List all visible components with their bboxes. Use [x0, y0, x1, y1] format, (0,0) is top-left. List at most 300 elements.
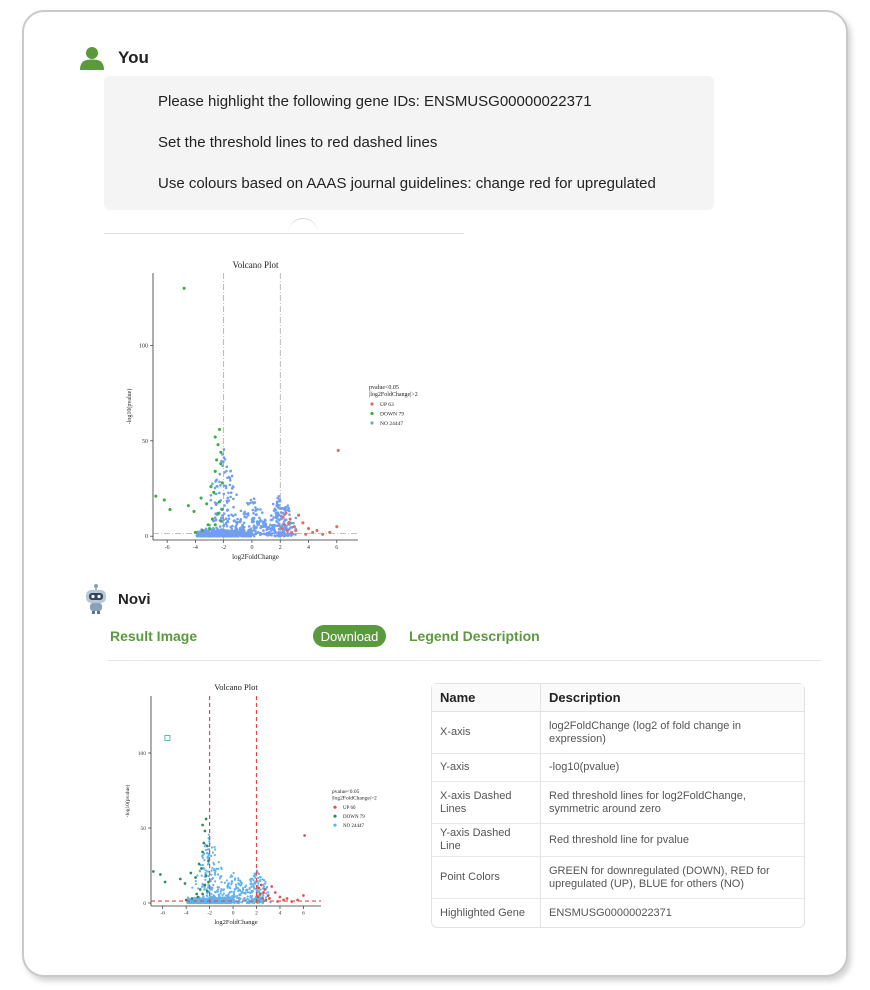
data-point-no: [216, 479, 219, 482]
data-point-no: [210, 499, 213, 502]
data-point-up: [297, 514, 300, 517]
data-point-no: [230, 883, 232, 885]
data-point-no: [219, 877, 221, 879]
data-point-no: [276, 501, 279, 504]
data-point-no: [261, 511, 264, 514]
data-point-down: [187, 504, 190, 507]
data-point-no: [218, 894, 220, 896]
data-point-no: [231, 525, 234, 528]
data-point-no: [204, 902, 206, 904]
data-point-no: [203, 859, 205, 861]
y-tick-label: 50: [140, 825, 146, 832]
data-point-no: [211, 483, 214, 486]
data-point-no: [214, 848, 216, 850]
x-tick-label: -6: [160, 910, 166, 917]
data-point-no: [259, 519, 262, 522]
data-point-no: [216, 485, 219, 488]
data-point-no: [219, 473, 222, 476]
data-point-no: [214, 880, 216, 882]
data-point-no: [228, 517, 231, 520]
data-point-down: [201, 893, 204, 896]
data-point-no: [231, 901, 233, 903]
data-point-down: [215, 458, 218, 461]
data-point-no: [236, 518, 239, 521]
data-point-up: [261, 897, 264, 900]
data-point-no: [235, 493, 238, 496]
data-point-no: [229, 496, 232, 499]
data-point-no: [256, 889, 258, 891]
data-point-up: [284, 512, 287, 515]
data-point-no: [207, 863, 209, 865]
data-point-no: [232, 515, 235, 518]
data-point-down: [202, 842, 205, 845]
row-description: Red threshold lines for log2FoldChange, symmetric around zero: [541, 782, 804, 824]
table-row: [432, 712, 804, 754]
data-point-no: [287, 504, 290, 507]
y-axis-label: -log10(pvalue): [125, 784, 131, 818]
data-point-no: [220, 881, 222, 883]
data-point-no: [219, 484, 222, 487]
data-point-no: [213, 531, 216, 534]
data-point-no: [226, 476, 229, 479]
row-name: Point Colors: [432, 857, 541, 899]
data-point-no: [229, 479, 232, 482]
data-point-no: [248, 535, 251, 538]
data-point-no: [226, 509, 229, 512]
data-point-down: [218, 500, 221, 503]
data-point-up: [335, 525, 338, 528]
data-point-no: [210, 494, 213, 497]
x-tick-label: 2: [255, 910, 258, 917]
data-point-no: [251, 518, 254, 521]
data-point-no: [220, 867, 222, 869]
table-row: [432, 754, 804, 782]
data-point-no: [239, 880, 241, 882]
data-point-no: [257, 882, 259, 884]
message-line: Please highlight the following gene IDs: ENSMUSG00000022371: [158, 93, 592, 110]
data-point-no: [214, 872, 216, 874]
data-point-no: [285, 534, 288, 537]
data-point-no: [252, 883, 254, 885]
data-point-no: [214, 868, 216, 870]
data-point-no: [244, 886, 246, 888]
data-point-no: [266, 534, 269, 537]
x-tick-label: -2: [221, 545, 227, 551]
data-point-no: [197, 887, 199, 889]
data-point-no: [226, 879, 228, 881]
table-header-row: [432, 684, 804, 712]
data-point-down: [205, 818, 208, 821]
chart-title: Volcano Plot: [214, 682, 258, 692]
x-tick-label: 0: [250, 545, 254, 551]
data-point-no: [233, 890, 235, 892]
data-point-no: [213, 863, 215, 865]
data-point-no: [227, 499, 230, 502]
data-point-no: [234, 879, 236, 881]
data-point-no: [229, 891, 231, 893]
data-point-no: [223, 512, 226, 515]
data-point-no: [241, 525, 244, 528]
message-line: Set the threshold lines to red dashed lines: [158, 134, 438, 151]
data-point-no: [232, 498, 235, 501]
data-point-no: [218, 900, 220, 902]
data-point-no: [217, 528, 220, 531]
data-point-no: [233, 894, 235, 896]
data-point-no: [251, 521, 254, 524]
data-point-down: [195, 893, 198, 896]
data-point-down: [197, 896, 200, 899]
row-name: Y-axis Dashed Line: [432, 824, 541, 857]
data-point-no: [226, 465, 229, 468]
data-point-no: [252, 509, 255, 512]
data-point-no: [295, 517, 298, 520]
input-volcano-plot: [127, 255, 450, 565]
data-point-no: [259, 876, 261, 878]
table-row: [432, 782, 804, 824]
data-point-up: [263, 888, 266, 891]
data-point-no: [239, 894, 241, 896]
data-point-no: [269, 527, 272, 530]
data-point-no: [231, 880, 233, 882]
legend-swatch: [333, 815, 336, 818]
data-point-no: [211, 846, 213, 848]
data-point-no: [210, 507, 213, 510]
data-point-no: [274, 509, 277, 512]
data-point-no: [214, 854, 216, 856]
legend-entry: NO 24447: [380, 421, 404, 427]
row-name: Y-axis: [432, 754, 541, 782]
data-point-no: [270, 519, 273, 522]
data-point-no: [240, 518, 243, 521]
data-point-no: [217, 535, 220, 538]
data-point-no: [263, 879, 265, 881]
divider: [108, 660, 822, 661]
data-point-no: [252, 879, 254, 881]
x-tick-label: -6: [164, 545, 170, 551]
data-point-no: [199, 870, 201, 872]
data-point-down: [214, 435, 217, 438]
row-description: -log10(pvalue): [541, 754, 804, 782]
data-point-down: [219, 519, 222, 522]
legend-entry: DOWN 79: [380, 411, 404, 418]
robot-avatar-icon: [82, 584, 110, 614]
data-point-down: [214, 523, 217, 526]
data-point-no: [207, 887, 209, 889]
data-point-no: [277, 506, 280, 509]
data-point-no: [237, 877, 239, 879]
data-point-no: [210, 855, 212, 857]
data-point-no: [202, 864, 204, 866]
x-tick-label: 6: [335, 545, 339, 551]
data-point-no: [230, 491, 233, 494]
data-point-down: [218, 428, 221, 431]
data-point-no: [212, 884, 214, 886]
data-point-no: [205, 870, 207, 872]
row-name: X-axis Dashed Lines: [432, 782, 541, 824]
data-point-no: [241, 882, 243, 884]
x-tick-label: -4: [183, 910, 189, 917]
data-point-no: [252, 512, 255, 515]
data-point-no: [250, 892, 252, 894]
data-point-no: [257, 523, 260, 526]
data-point-down: [205, 875, 208, 878]
data-point-no: [259, 508, 262, 511]
data-point-no: [224, 882, 226, 884]
data-point-no: [210, 869, 212, 871]
data-point-no: [230, 899, 232, 901]
legend-entry: UP 60: [343, 806, 356, 811]
data-point-down: [191, 897, 194, 900]
data-point-no: [243, 530, 246, 533]
data-point-down: [168, 508, 171, 511]
data-point-no: [220, 888, 222, 890]
data-point-no: [221, 517, 224, 520]
y-tick-label: 100: [137, 750, 146, 757]
data-point-no: [226, 497, 229, 500]
data-point-no: [227, 887, 229, 889]
data-point-no: [231, 487, 234, 490]
data-point-no: [192, 902, 194, 904]
data-point-no: [210, 896, 212, 898]
data-point-no: [259, 880, 261, 882]
data-point-no: [211, 887, 213, 889]
x-tick-label: 0: [231, 910, 235, 917]
data-point-down: [208, 527, 211, 530]
y-tick-label: 0: [143, 900, 146, 907]
data-point-no: [219, 875, 221, 877]
data-point-no: [212, 527, 215, 530]
legend-entry: UP 63: [380, 402, 394, 408]
user-message: [104, 76, 714, 210]
data-point-no: [220, 890, 222, 892]
user-name: You: [118, 48, 149, 67]
legend-title: pvalue<0.05: [369, 385, 399, 391]
data-point-up: [337, 449, 340, 452]
data-point-no: [288, 510, 291, 513]
legend-swatch: [333, 806, 336, 809]
data-point-no: [244, 893, 246, 895]
data-point-down: [219, 451, 222, 454]
data-point-no: [237, 882, 239, 884]
data-point-no: [227, 895, 229, 897]
data-point-no: [271, 524, 274, 527]
data-point-up: [267, 894, 270, 897]
data-point-no: [249, 530, 252, 533]
data-point-up: [301, 521, 304, 524]
legend-swatch: [370, 402, 373, 405]
data-point-no: [248, 887, 250, 889]
column-header-description: Description: [541, 684, 804, 712]
data-point-no: [227, 514, 230, 517]
legend-description-table: [431, 683, 805, 928]
data-point-no: [254, 876, 256, 878]
data-point-no: [240, 510, 243, 513]
data-point-no: [202, 902, 204, 904]
data-point-no: [193, 897, 195, 899]
y-tick-label: 100: [139, 343, 148, 350]
data-point-no: [254, 506, 257, 509]
data-point-no: [246, 890, 248, 892]
column-header-name: Name: [432, 684, 541, 712]
data-point-no: [202, 857, 204, 859]
result-volcano-plot: [125, 678, 405, 940]
data-point-up: [259, 893, 262, 896]
data-point-no: [206, 852, 208, 854]
data-point-down: [204, 884, 207, 887]
data-point-no: [203, 889, 205, 891]
data-point-no: [233, 872, 235, 874]
data-point-no: [234, 888, 236, 890]
data-point-no: [212, 851, 214, 853]
data-point-no: [202, 895, 204, 897]
x-tick-label: -2: [207, 910, 212, 917]
data-point-no: [272, 503, 275, 506]
data-point-no: [238, 902, 240, 904]
data-point-no: [217, 897, 219, 899]
data-point-no: [189, 902, 191, 904]
data-point-no: [238, 888, 240, 890]
data-point-no: [273, 529, 276, 532]
data-point-down: [154, 495, 157, 498]
data-point-down: [206, 845, 209, 848]
highlighted-gene-marker: [165, 736, 170, 741]
data-point-up: [315, 529, 318, 532]
data-point-no: [250, 499, 253, 502]
row-description: log2FoldChange (log2 of fold change in expression): [541, 712, 804, 754]
y-tick-label: 0: [145, 534, 148, 541]
data-point-down: [201, 529, 204, 532]
data-point-no: [205, 849, 207, 851]
data-point-no: [265, 892, 267, 894]
data-point-no: [241, 892, 243, 894]
data-point-no: [250, 895, 252, 897]
x-tick-label: 4: [307, 545, 311, 551]
data-point-no: [229, 886, 231, 888]
data-point-no: [262, 902, 264, 904]
data-point-no: [191, 887, 193, 889]
data-point-no: [237, 897, 239, 899]
data-point-no: [252, 502, 255, 505]
bot-name: Novi: [118, 590, 151, 608]
data-point-no: [200, 902, 202, 904]
data-point-up: [260, 884, 263, 887]
data-point-no: [253, 535, 256, 538]
data-point-no: [209, 534, 212, 537]
data-point-no: [205, 527, 208, 530]
data-point-no: [266, 886, 268, 888]
data-point-no: [217, 891, 219, 893]
data-point-no: [246, 898, 248, 900]
data-point-no: [208, 840, 210, 842]
data-point-no: [286, 532, 289, 535]
divider: [104, 233, 464, 234]
data-point-no: [261, 520, 264, 523]
data-point-down: [192, 510, 195, 513]
data-point-no: [258, 517, 261, 520]
data-point-up: [258, 887, 261, 890]
data-point-no: [231, 529, 234, 532]
data-point-no: [225, 517, 228, 520]
data-point-no: [201, 886, 203, 888]
data-point-no: [211, 878, 213, 880]
data-point-no: [260, 525, 263, 528]
data-point-up: [256, 896, 259, 899]
data-point-no: [290, 522, 293, 525]
data-point-no: [239, 898, 241, 900]
data-point-no: [255, 513, 258, 516]
data-point-up: [307, 527, 310, 530]
data-point-no: [215, 527, 218, 530]
data-point-no: [235, 884, 237, 886]
data-point-no: [204, 845, 206, 847]
data-point-no: [218, 861, 220, 863]
data-point-no: [265, 523, 268, 526]
legend-swatch: [370, 412, 373, 415]
data-point-no: [197, 898, 199, 900]
x-tick-label: 2: [278, 545, 282, 551]
data-point-no: [201, 875, 203, 877]
data-point-no: [248, 525, 251, 528]
data-point-down: [207, 523, 210, 526]
data-point-no: [225, 522, 228, 525]
data-point-up: [286, 529, 289, 532]
data-point-no: [214, 516, 217, 519]
data-point-no: [225, 902, 227, 904]
legend-title: |log2FoldChange|>2: [332, 795, 377, 802]
message-line: Use colours based on AAAS journal guidelines: change red for upregulated: [158, 175, 656, 192]
user-avatar-icon: [80, 46, 104, 70]
data-point-up: [303, 834, 306, 837]
row-description: GREEN for downregulated (DOWN), RED for upregulated (UP), BLUE for others (NO): [541, 857, 804, 899]
data-point-no: [240, 884, 242, 886]
data-point-no: [220, 892, 222, 894]
data-point-no: [241, 534, 244, 537]
data-point-down: [216, 443, 219, 446]
data-point-down: [179, 878, 182, 881]
x-axis-label: log2FoldChange: [232, 553, 279, 561]
data-point-down: [163, 498, 166, 501]
y-axis-label: -log10(pvalue): [127, 388, 133, 425]
data-point-no: [262, 523, 265, 526]
data-point-no: [284, 519, 287, 522]
data-point-no: [242, 887, 244, 889]
data-point-no: [239, 528, 242, 531]
data-point-down: [204, 830, 207, 833]
data-point-no: [207, 871, 209, 873]
legend-entry: DOWN 79: [343, 815, 365, 820]
data-point-no: [217, 868, 219, 870]
tab-legend-description[interactable]: Legend Description: [409, 628, 540, 644]
data-point-no: [257, 877, 259, 879]
data-point-no: [217, 886, 219, 888]
data-point-no: [247, 895, 249, 897]
data-point-down: [164, 881, 167, 884]
tab-result-image[interactable]: Result Image: [110, 628, 198, 644]
chart-title: Volcano Plot: [232, 260, 279, 270]
data-point-no: [196, 902, 198, 904]
data-point-up: [287, 521, 290, 524]
legend-swatch: [370, 421, 373, 424]
data-point-down: [205, 502, 208, 505]
data-point-no: [270, 514, 273, 517]
legend-title: pvalue<0.05: [332, 789, 360, 795]
download-button[interactable]: Download: [313, 625, 386, 647]
data-point-no: [253, 497, 256, 500]
data-point-up: [294, 529, 297, 532]
data-point-no: [231, 475, 234, 478]
data-point-no: [247, 503, 250, 506]
data-point-no: [219, 525, 222, 528]
